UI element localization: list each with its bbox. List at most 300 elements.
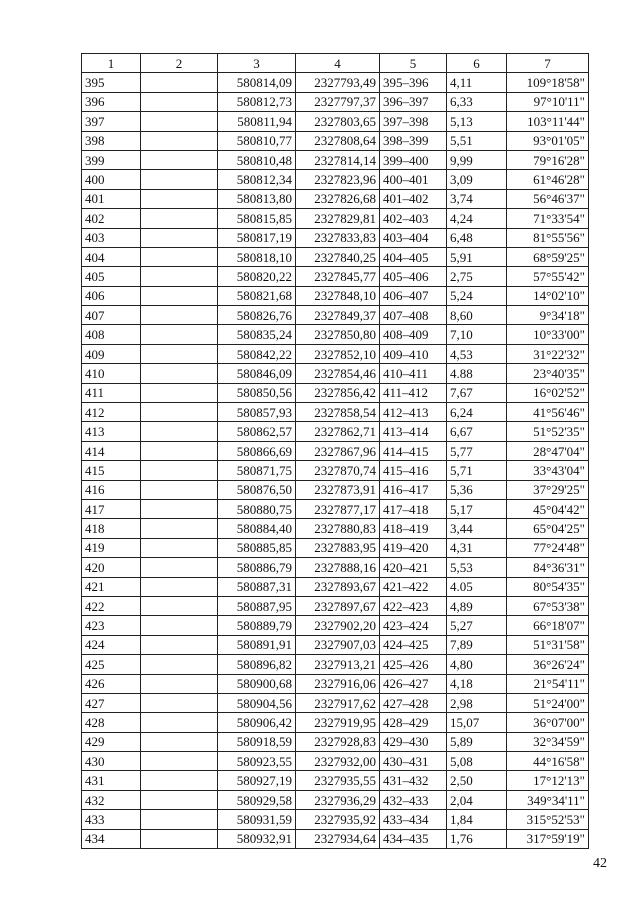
table-cell: 7,10 — [447, 325, 507, 344]
table-cell: 66°18'07" — [507, 616, 589, 635]
table-cell: 2327848,10 — [296, 286, 380, 305]
table-cell — [141, 383, 218, 402]
header-cell: 4 — [296, 54, 380, 73]
table-cell: 428–429 — [380, 713, 447, 732]
table-cell: 4,24 — [447, 209, 507, 228]
table-cell: 71°33'54" — [507, 209, 589, 228]
table-cell: 2327907,03 — [296, 635, 380, 654]
table-cell: 2327823,96 — [296, 170, 380, 189]
table-cell: 406–407 — [380, 286, 447, 305]
table-cell: 580871,75 — [218, 461, 296, 480]
table-cell — [141, 344, 218, 363]
table-cell: 397–398 — [380, 112, 447, 131]
table-cell: 5,08 — [447, 752, 507, 771]
table-cell: 398–399 — [380, 131, 447, 150]
table-cell — [141, 209, 218, 228]
table-row — [82, 596, 589, 615]
table-row — [82, 441, 589, 460]
table-cell: 580931,59 — [218, 810, 296, 829]
table-cell: 580866,69 — [218, 441, 296, 460]
table-cell: 421 — [82, 577, 141, 596]
table-cell — [141, 403, 218, 422]
table-cell: 97°10'11" — [507, 92, 589, 111]
table-cell: 4.05 — [447, 577, 507, 596]
table-cell: 580812,34 — [218, 170, 296, 189]
table-cell: 580891,91 — [218, 635, 296, 654]
table-cell: 61°46'28" — [507, 170, 589, 189]
table-cell: 3,74 — [447, 189, 507, 208]
table-cell: 433 — [82, 810, 141, 829]
table-cell: 15,07 — [447, 713, 507, 732]
table-row — [82, 247, 589, 266]
table-cell: 396–397 — [380, 92, 447, 111]
table-cell — [141, 364, 218, 383]
table-cell: 580887,31 — [218, 577, 296, 596]
table-cell: 409–410 — [380, 344, 447, 363]
table-cell: 580820,22 — [218, 267, 296, 286]
table-cell: 401 — [82, 189, 141, 208]
table-cell: 580818,10 — [218, 247, 296, 266]
table-cell — [141, 558, 218, 577]
table-cell — [141, 810, 218, 829]
table-row — [82, 325, 589, 344]
table-cell: 33°43'04" — [507, 461, 589, 480]
table-cell: 420 — [82, 558, 141, 577]
table-cell: 2327870,74 — [296, 461, 380, 480]
table-cell: 396 — [82, 92, 141, 111]
table-cell: 580821,68 — [218, 286, 296, 305]
table-cell — [141, 228, 218, 247]
table-cell: 2327797,37 — [296, 92, 380, 111]
table-row — [82, 228, 589, 247]
table-cell: 427–428 — [380, 693, 447, 712]
table-cell: 580900,68 — [218, 674, 296, 693]
table-cell — [141, 170, 218, 189]
table-cell: 580884,40 — [218, 519, 296, 538]
table-cell: 21°54'11" — [507, 674, 589, 693]
table-cell: 5,17 — [447, 499, 507, 518]
table-cell: 434 — [82, 829, 141, 848]
table-cell: 399–400 — [380, 150, 447, 169]
table-cell: 421–422 — [380, 577, 447, 596]
table-cell: 5,71 — [447, 461, 507, 480]
table-cell: 422–423 — [380, 596, 447, 615]
table-cell: 2327873,91 — [296, 480, 380, 499]
table-cell: 403 — [82, 228, 141, 247]
table-cell: 2327858,54 — [296, 403, 380, 422]
table-row — [82, 267, 589, 286]
table-cell: 5,27 — [447, 616, 507, 635]
table-cell: 395 — [82, 73, 141, 92]
table-cell: 580880,75 — [218, 499, 296, 518]
table-cell: 51°31'58" — [507, 635, 589, 654]
table-cell: 580812,73 — [218, 92, 296, 111]
table-cell: 411 — [82, 383, 141, 402]
table-cell: 2327850,80 — [296, 325, 380, 344]
table-cell: 432–433 — [380, 790, 447, 809]
table-cell: 31°22'32" — [507, 344, 589, 363]
table-row — [82, 693, 589, 712]
table-cell: 425 — [82, 655, 141, 674]
table-cell: 580918,59 — [218, 732, 296, 751]
table-cell — [141, 480, 218, 499]
table-cell: 44°16'58" — [507, 752, 589, 771]
table-cell: 397 — [82, 112, 141, 131]
header-cell: 2 — [141, 54, 218, 73]
table-row — [82, 344, 589, 363]
table-cell: 10°33'00" — [507, 325, 589, 344]
table-row — [82, 422, 589, 441]
table-cell: 6,48 — [447, 228, 507, 247]
table-cell: 411–412 — [380, 383, 447, 402]
table-cell — [141, 538, 218, 557]
table-cell: 426 — [82, 674, 141, 693]
table-cell: 5,91 — [447, 247, 507, 266]
table-cell: 424 — [82, 635, 141, 654]
table-cell: 2327854,46 — [296, 364, 380, 383]
table-cell: 580842,22 — [218, 344, 296, 363]
table-cell: 412 — [82, 403, 141, 422]
table-cell: 580810,48 — [218, 150, 296, 169]
table-cell: 2,75 — [447, 267, 507, 286]
table-cell: 80°54'35" — [507, 577, 589, 596]
table-cell: 410–411 — [380, 364, 447, 383]
table-cell: 81°55'56" — [507, 228, 589, 247]
table-cell: 418–419 — [380, 519, 447, 538]
table-body — [82, 73, 589, 849]
table-row — [82, 616, 589, 635]
table-cell: 426–427 — [380, 674, 447, 693]
table-row — [82, 713, 589, 732]
table-cell: 580887,95 — [218, 596, 296, 615]
table-cell: 65°04'25" — [507, 519, 589, 538]
table-cell: 2327793,49 — [296, 73, 380, 92]
table-cell: 399 — [82, 150, 141, 169]
table-cell — [141, 441, 218, 460]
table-cell: 4.88 — [447, 364, 507, 383]
table-cell: 14°02'10" — [507, 286, 589, 305]
table-cell: 580857,93 — [218, 403, 296, 422]
table-cell: 5,77 — [447, 441, 507, 460]
table-cell: 580929,58 — [218, 790, 296, 809]
table-cell: 407–408 — [380, 306, 447, 325]
table-cell: 5,89 — [447, 732, 507, 751]
table-cell: 405 — [82, 267, 141, 286]
table-cell — [141, 499, 218, 518]
table-cell: 413 — [82, 422, 141, 441]
table-cell — [141, 461, 218, 480]
table-cell: 45°04'42" — [507, 499, 589, 518]
table-cell: 580904,56 — [218, 693, 296, 712]
table-cell: 580846,09 — [218, 364, 296, 383]
table-cell: 423–424 — [380, 616, 447, 635]
table-cell: 2327829,81 — [296, 209, 380, 228]
table-cell: 429 — [82, 732, 141, 751]
header-cell: 7 — [507, 54, 589, 73]
table-cell: 109°18'58" — [507, 73, 589, 92]
table-cell: 431–432 — [380, 771, 447, 790]
table-cell: 434–435 — [380, 829, 447, 848]
table-cell — [141, 655, 218, 674]
table-cell: 417–418 — [380, 499, 447, 518]
table-row — [82, 189, 589, 208]
table-cell: 419 — [82, 538, 141, 557]
table-cell: 580927,19 — [218, 771, 296, 790]
table-cell — [141, 73, 218, 92]
table-cell: 2327880,83 — [296, 519, 380, 538]
table-cell: 580810,77 — [218, 131, 296, 150]
table-cell: 79°16'28" — [507, 150, 589, 169]
table-row — [82, 499, 589, 518]
table-cell: 2,04 — [447, 790, 507, 809]
table-cell — [141, 306, 218, 325]
coordinates-table — [81, 53, 589, 849]
table-row — [82, 170, 589, 189]
table-cell: 2327913,21 — [296, 655, 380, 674]
table-cell: 580835,24 — [218, 325, 296, 344]
table-cell: 402 — [82, 209, 141, 228]
table-cell: 405–406 — [380, 267, 447, 286]
table-cell: 2327852,10 — [296, 344, 380, 363]
table-row — [82, 364, 589, 383]
table-cell: 36°07'00" — [507, 713, 589, 732]
header-cell: 3 — [218, 54, 296, 73]
table-cell: 427 — [82, 693, 141, 712]
header-cell: 6 — [447, 54, 507, 73]
table-cell: 57°55'42" — [507, 267, 589, 286]
table-cell: 32°34'59" — [507, 732, 589, 751]
table-cell: 580886,79 — [218, 558, 296, 577]
table-cell: 403–404 — [380, 228, 447, 247]
table-cell: 317°59'19" — [507, 829, 589, 848]
table-cell: 9°34'18" — [507, 306, 589, 325]
table-cell — [141, 693, 218, 712]
header-row — [82, 54, 589, 73]
table-cell: 580813,80 — [218, 189, 296, 208]
table-cell — [141, 790, 218, 809]
table-cell — [141, 286, 218, 305]
table-cell: 413–414 — [380, 422, 447, 441]
table-cell: 17°12'13" — [507, 771, 589, 790]
table-cell: 580850,56 — [218, 383, 296, 402]
table-cell: 16°02'52" — [507, 383, 589, 402]
table-cell: 408 — [82, 325, 141, 344]
table-cell: 4,31 — [447, 538, 507, 557]
table-cell — [141, 247, 218, 266]
table-cell: 432 — [82, 790, 141, 809]
table-cell: 2327936,29 — [296, 790, 380, 809]
table-row — [82, 403, 589, 422]
table-cell: 415 — [82, 461, 141, 480]
table-cell: 51°24'00" — [507, 693, 589, 712]
table-row — [82, 810, 589, 829]
table-cell: 409 — [82, 344, 141, 363]
header-cell: 5 — [380, 54, 447, 73]
table-cell: 3,44 — [447, 519, 507, 538]
table-cell: 2327826,68 — [296, 189, 380, 208]
table-cell: 429–430 — [380, 732, 447, 751]
table-cell: 37°29'25" — [507, 480, 589, 499]
table-cell: 4,89 — [447, 596, 507, 615]
table-cell: 36°26'24" — [507, 655, 589, 674]
table-cell: 422 — [82, 596, 141, 615]
table-cell: 2327893,67 — [296, 577, 380, 596]
table-cell: 2327917,62 — [296, 693, 380, 712]
header-cell: 1 — [82, 54, 141, 73]
table-cell: 580876,50 — [218, 480, 296, 499]
table-cell — [141, 771, 218, 790]
table-cell: 416 — [82, 480, 141, 499]
table-cell: 430 — [82, 752, 141, 771]
table-cell — [141, 92, 218, 111]
table-cell: 51°52'35" — [507, 422, 589, 441]
table-cell: 2,50 — [447, 771, 507, 790]
table-cell: 8,60 — [447, 306, 507, 325]
table-cell: 315°52'53" — [507, 810, 589, 829]
table-cell: 4,18 — [447, 674, 507, 693]
table-cell: 2327919,95 — [296, 713, 380, 732]
table-cell: 28°47'04" — [507, 441, 589, 460]
table-cell: 5,13 — [447, 112, 507, 131]
table-cell — [141, 732, 218, 751]
table-cell: 2327928,83 — [296, 732, 380, 751]
table-row — [82, 771, 589, 790]
table-cell — [141, 150, 218, 169]
table-cell: 2327867,96 — [296, 441, 380, 460]
table-row — [82, 519, 589, 538]
table-cell: 349°34'11" — [507, 790, 589, 809]
table-cell: 420–421 — [380, 558, 447, 577]
table-cell — [141, 325, 218, 344]
table-cell: 580817,19 — [218, 228, 296, 247]
table-row — [82, 306, 589, 325]
table-row — [82, 829, 589, 848]
table-row — [82, 635, 589, 654]
table-cell: 428 — [82, 713, 141, 732]
table-row — [82, 732, 589, 751]
table-row — [82, 73, 589, 92]
table-cell: 84°36'31" — [507, 558, 589, 577]
table-row — [82, 655, 589, 674]
table-cell: 404 — [82, 247, 141, 266]
table-cell: 400–401 — [380, 170, 447, 189]
table-cell: 2327814,14 — [296, 150, 380, 169]
table-cell: 9,99 — [447, 150, 507, 169]
table-cell — [141, 713, 218, 732]
table-row — [82, 112, 589, 131]
table-cell — [141, 267, 218, 286]
table-cell: 395–396 — [380, 73, 447, 92]
table-cell — [141, 189, 218, 208]
table-cell: 433–434 — [380, 810, 447, 829]
table-cell: 580815,85 — [218, 209, 296, 228]
table-cell: 67°53'38" — [507, 596, 589, 615]
table-cell: 2327934,64 — [296, 829, 380, 848]
table-cell: 424–425 — [380, 635, 447, 654]
table-row — [82, 286, 589, 305]
table-cell: 410 — [82, 364, 141, 383]
table-cell: 430–431 — [380, 752, 447, 771]
table-cell: 3,09 — [447, 170, 507, 189]
table-row — [82, 538, 589, 557]
table-cell: 401–402 — [380, 189, 447, 208]
table-cell: 5,51 — [447, 131, 507, 150]
table-cell: 2327845,77 — [296, 267, 380, 286]
table-cell — [141, 674, 218, 693]
table-cell: 417 — [82, 499, 141, 518]
table-row — [82, 577, 589, 596]
table-cell: 580932,91 — [218, 829, 296, 848]
table-cell — [141, 131, 218, 150]
table-cell: 2327935,92 — [296, 810, 380, 829]
table-cell: 580889,79 — [218, 616, 296, 635]
table-cell: 412–413 — [380, 403, 447, 422]
table-cell: 2327849,37 — [296, 306, 380, 325]
table-row — [82, 790, 589, 809]
table-cell: 103°11'44" — [507, 112, 589, 131]
table-cell: 2327833,83 — [296, 228, 380, 247]
table-cell: 580814,09 — [218, 73, 296, 92]
table-cell: 56°46'37" — [507, 189, 589, 208]
table-cell: 407 — [82, 306, 141, 325]
table-cell: 2327888,16 — [296, 558, 380, 577]
table-cell: 2327877,17 — [296, 499, 380, 518]
table-cell — [141, 596, 218, 615]
table-row — [82, 383, 589, 402]
table-cell: 2327897,67 — [296, 596, 380, 615]
table-cell: 2327902,20 — [296, 616, 380, 635]
table-cell: 580896,82 — [218, 655, 296, 674]
table-cell — [141, 752, 218, 771]
table-cell: 580906,42 — [218, 713, 296, 732]
table-cell: 77°24'48" — [507, 538, 589, 557]
table-row — [82, 131, 589, 150]
table-cell: 1,84 — [447, 810, 507, 829]
table-cell: 398 — [82, 131, 141, 150]
table-cell: 2327856,42 — [296, 383, 380, 402]
table-cell: 580811,94 — [218, 112, 296, 131]
table-cell — [141, 616, 218, 635]
table-cell — [141, 829, 218, 848]
table-cell: 5,53 — [447, 558, 507, 577]
table-cell: 2327932,00 — [296, 752, 380, 771]
table-cell: 7,89 — [447, 635, 507, 654]
table-cell: 414–415 — [380, 441, 447, 460]
table-cell: 6,33 — [447, 92, 507, 111]
table-cell: 5,36 — [447, 480, 507, 499]
table-cell: 416–417 — [380, 480, 447, 499]
table-cell: 402–403 — [380, 209, 447, 228]
table-cell: 2327935,55 — [296, 771, 380, 790]
table-cell: 408–409 — [380, 325, 447, 344]
table-cell — [141, 577, 218, 596]
table-cell: 423 — [82, 616, 141, 635]
table-cell — [141, 635, 218, 654]
table-cell: 2327916,06 — [296, 674, 380, 693]
table-row — [82, 752, 589, 771]
table-cell: 419–420 — [380, 538, 447, 557]
table-cell: 580826,76 — [218, 306, 296, 325]
table-cell: 1,76 — [447, 829, 507, 848]
table-cell — [141, 112, 218, 131]
table-row — [82, 209, 589, 228]
table-cell: 41°56'46" — [507, 403, 589, 422]
table-cell: 406 — [82, 286, 141, 305]
table-cell: 580862,57 — [218, 422, 296, 441]
table-cell: 580885,85 — [218, 538, 296, 557]
table-cell: 2327883,95 — [296, 538, 380, 557]
table-row — [82, 461, 589, 480]
